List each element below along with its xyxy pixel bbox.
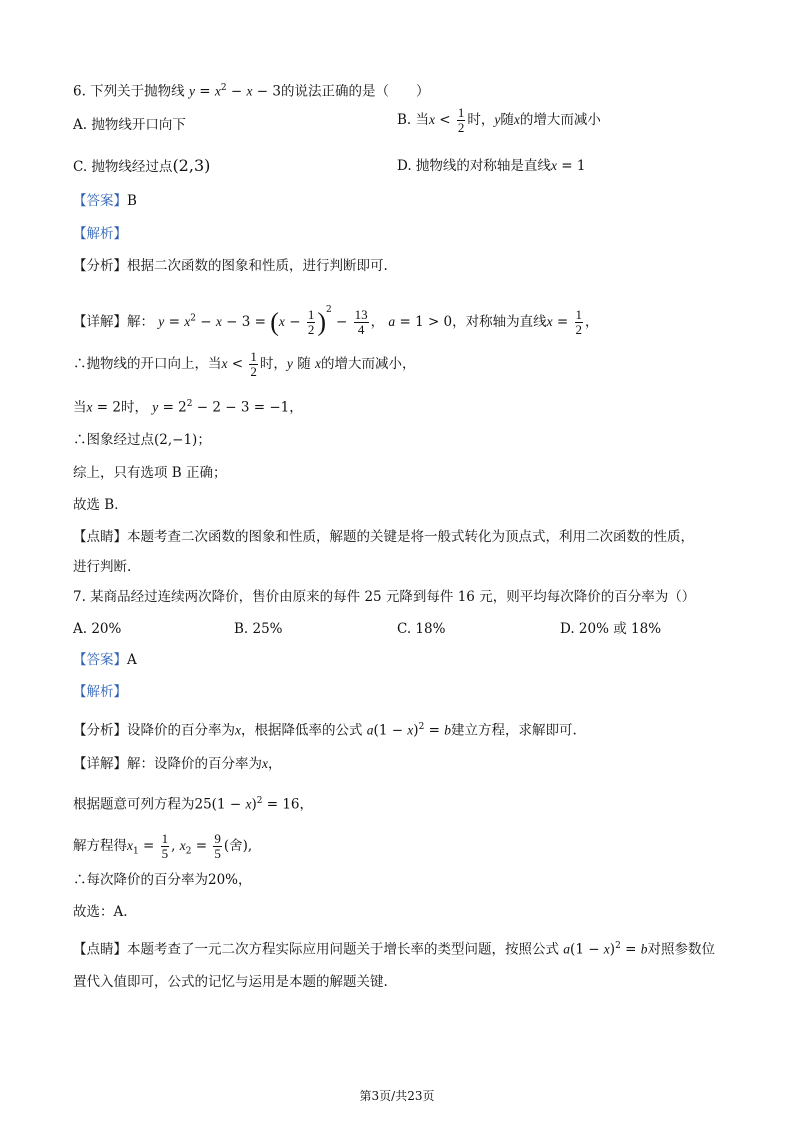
q6-line3: 当x = 2时， $y = 2^2 - 2 - 3 = -1$， xyxy=(73,399,303,416)
q7-detail: 【详解】解：设降价的百分率为x， xyxy=(73,756,282,772)
q6-line6: 故选 B． xyxy=(73,497,128,513)
q7-line3: 解方程得$x_1$ = $\frac{1}{5}$ , $x_2$ = $\frac{9}{5}$ (舍), xyxy=(73,831,253,861)
q6-option-d: D. 抛物线的对称轴是直线x = 1 xyxy=(397,158,586,174)
q7-analysis-label: 【解析】 xyxy=(73,684,127,700)
q6-option-a: A. 抛物线开口向下 xyxy=(73,117,186,133)
q6-line5: 综上，只有选项 B 正确； xyxy=(73,465,227,481)
q6-comment: 【点睛】本题考查二次函数的图象和性质，解题的关键是将一般式转化为顶点式，利用二次函数的性质， xyxy=(73,529,694,545)
q7-comment: 【点睛】本题考查了一元二次方程实际应用问题关于增长率的类型问题，按照公式 $a(1 - x)^2 = b$对照参数位 xyxy=(73,941,715,958)
q7-line4: ∴每次降价的百分率为20%， xyxy=(73,872,252,888)
q7-line2: 根据题意可列方程为$25(1 - x)^2 = 16$， xyxy=(73,796,314,813)
q6-answer: 【答案】B xyxy=(73,193,137,209)
q7-fenxi: 【分析】设降价的百分率为x，根据降低率的公式 $a(1 - x)^2 = b$建立方程，求解即可. xyxy=(73,722,577,739)
q6-comment2: 进行判断. xyxy=(73,559,132,575)
q7-option-c: C. 18% xyxy=(397,621,446,637)
q6-option-c: C. 抛物线经过点(2,3) xyxy=(73,156,211,175)
q7-option-b: B. 25% xyxy=(234,621,283,637)
q7-answer: 【答案】A xyxy=(73,652,137,668)
page-footer: 第3页/共23页 xyxy=(359,1089,435,1103)
q7-stem: 7. 某商品经过连续两次降价，售价由原来的每件 25 元降到每件 16 元，则平均每次降价的百分率为（） xyxy=(73,589,696,605)
q6-line4: ∴图象经过点(2,−1)； xyxy=(73,432,211,448)
q6-fenxi: 【分析】根据二次函数的图象和性质，进行判断即可. xyxy=(73,258,388,274)
q7-line5: 故选：A. xyxy=(73,904,128,920)
q6-option-b: B. 当x < $\frac{1}{2}$ 时，y随x的增大而减小 xyxy=(397,105,601,135)
q7-option-d: D. 20% 或 18% xyxy=(560,621,662,637)
q7-comment2: 置代入值即可，公式的记忆与运用是本题的解题关键. xyxy=(73,974,388,990)
q6-analysis-label: 【解析】 xyxy=(73,226,127,242)
q7-option-a: A. 20% xyxy=(73,621,122,637)
q6-detail: 【详解】解： $y = x^2 - x - 3 = (x$ − $\frac{1}{2}$ )$^2$ − $\frac{13}{4}$ ， a = 1 > 0，对称轴为直线x = $\frac{1}{2}$ ， xyxy=(73,305,599,337)
q6-stem: 6. 下列关于抛物线 $y = x^2 - x - 3$的说法正确的是（ ） xyxy=(73,83,430,100)
q6-line2: ∴抛物线的开口向上，当x < $\frac{1}{2}$ 时，y 随 x的增大而减小， xyxy=(73,349,416,379)
